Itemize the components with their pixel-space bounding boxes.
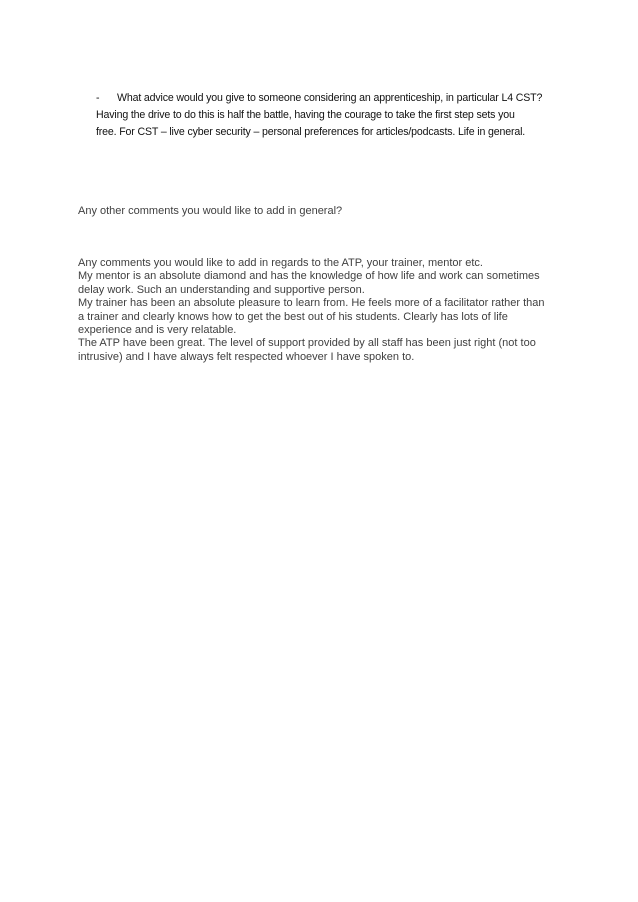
- atp-comments-heading: Any comments you would like to add in regards to the ATP, your trainer, mentor etc.: [78, 257, 483, 269]
- advice-answer: [96, 107, 576, 141]
- comment-line-1: My mentor is an absolute diamond and has the knowledge of how life and work can sometimes: [78, 270, 540, 283]
- advice-answer-line-1: Having the drive to do this is half the battle, having the courage to take the first step sets you: [96, 109, 515, 121]
- advice-answer-line-2: free. For CST – live cyber security – personal preferences for articles/podcasts. Life in general.: [96, 126, 526, 138]
- bullet-dash: -: [96, 92, 100, 104]
- apprenticeship-advice-block: [96, 90, 576, 141]
- comment-line-4: a trainer and clearly knows how to get the best out of his students. Clearly has lots of life: [78, 310, 508, 323]
- comment-line-3: My trainer has been an absolute pleasure to learn from. He feels more of a facilitator rather than: [78, 297, 545, 310]
- advice-question: What advice would you give to someone considering an apprenticeship, in particular L4 CST?: [117, 92, 543, 104]
- comment-line-5: experience and is very relatable.: [78, 324, 237, 337]
- comment-line-7: intrusive) and I have always felt respected whoever I have spoken to.: [78, 350, 415, 363]
- atp-comments-section: [78, 257, 568, 364]
- question-line: [96, 90, 576, 107]
- comment-line-2: delay work. Such an understanding and supportive person.: [78, 283, 365, 296]
- comment-line-6: The ATP have been great. The level of support provided by all staff has been just right (not too: [78, 337, 536, 350]
- general-comments-question: Any other comments you would like to add in general?: [78, 205, 343, 217]
